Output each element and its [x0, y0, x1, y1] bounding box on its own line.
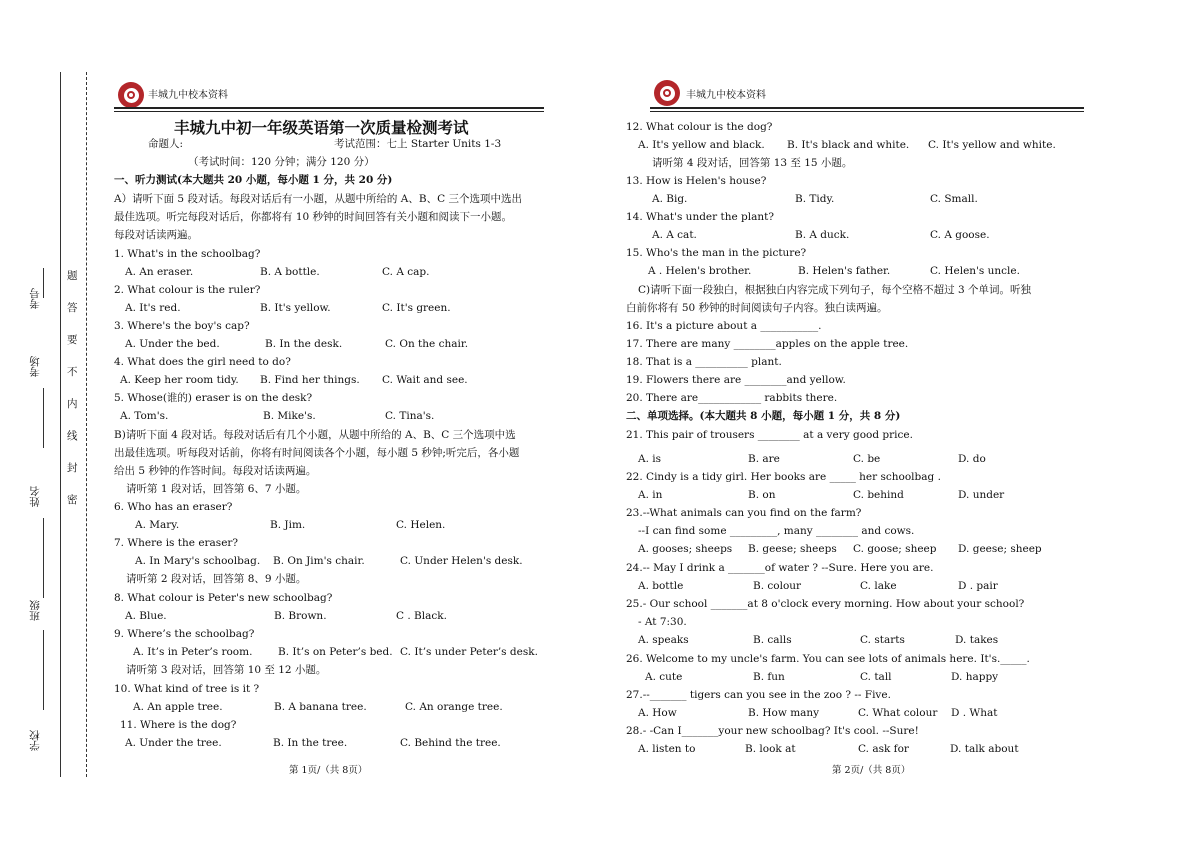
header-rule-thin — [114, 111, 544, 112]
option: D. happy — [951, 671, 999, 683]
question-13: 13. How is Helen's house? — [626, 175, 767, 187]
exam-scope: 考试范围：七上 Starter Units 1-3 — [334, 138, 502, 150]
part-a-intro: 每段对话读两遍。 — [114, 229, 198, 241]
option: B. Jim. — [270, 519, 306, 531]
option: C. behind — [853, 489, 904, 501]
option: C. It's yellow and white. — [928, 139, 1056, 151]
question-10: 10. What kind of tree is it ? — [114, 683, 260, 695]
binding-line-inner — [86, 72, 87, 777]
class-label: 班级 — [29, 600, 41, 621]
option: D . pair — [958, 580, 998, 592]
seal-char: 密 — [67, 494, 78, 506]
option: C. An orange tree. — [405, 701, 503, 713]
school-tag: 丰城九中校本资料 — [686, 90, 766, 101]
question-1: 1. What's in the schoolbag? — [114, 248, 261, 260]
question-26: 26. Welcome to my uncle's farm. You can see lots of animals here. It's._____. — [626, 653, 1030, 665]
option: C. It’s under Peter’s desk. — [400, 646, 538, 658]
header-rule-thin — [650, 111, 1084, 112]
option: A. Tom's. — [120, 410, 169, 422]
school-logo-icon — [654, 80, 680, 106]
dialogue-instruction: 请听第 1 段对话，回答第 6、7 小题。 — [126, 483, 307, 495]
option: B. Brown. — [274, 610, 327, 622]
option: B. It’s on Peter’s bed. — [278, 646, 393, 658]
school-label: 学校 — [29, 730, 41, 751]
question-12: 12. What colour is the dog? — [626, 121, 773, 133]
option: C. Behind the tree. — [400, 737, 501, 749]
option: C. Wait and see. — [382, 374, 468, 386]
question-25: 25.- Our school _______at 8 o'clock every morning. How about your school? — [626, 598, 1025, 610]
option: B. geese; sheeps — [748, 543, 837, 555]
option: B. Mike's. — [263, 410, 316, 422]
option: B. In the tree. — [273, 737, 348, 749]
question-27: 27.--_______ tigers can you see in the zoo ? -- Five. — [626, 689, 891, 701]
option: A. bottle — [638, 580, 684, 592]
option: A. A cat. — [652, 229, 697, 241]
name-blank — [43, 518, 44, 598]
exam-room-label: 考场 — [29, 356, 41, 377]
option: B. A bottle. — [260, 266, 320, 278]
part-c-intro: 白前你将有 50 秒钟的时间阅读句子内容。独白读两遍。 — [626, 302, 888, 314]
option: A. An apple tree. — [133, 701, 223, 713]
option: D. geese; sheep — [958, 543, 1042, 555]
option: C. lake — [860, 580, 897, 592]
option: A . Helen's brother. — [648, 265, 752, 277]
part-b-intro: 给出 5 秒钟的作答时间。每段对话读两遍。 — [114, 465, 317, 477]
question-21: 21. This pair of trousers ________ at a very good price. — [626, 429, 913, 441]
option: B. In the desk. — [265, 338, 343, 350]
option: C. Helen. — [396, 519, 446, 531]
page-1-footer: 第 1页/（共 8页） — [289, 765, 368, 776]
option: A. listen to — [638, 743, 696, 755]
option: B. A duck. — [795, 229, 850, 241]
option: C. It's green. — [382, 302, 451, 314]
question-23-reply: --I can find some _________, many ________ and cows. — [638, 525, 915, 537]
option: A. Under the tree. — [125, 737, 222, 749]
question-11: 11. Where is the dog? — [120, 719, 237, 731]
question-18: 18. That is a __________ plant. — [626, 356, 782, 368]
question-5: 5. Whose(谁的) eraser is on the desk? — [114, 392, 313, 404]
question-7: 7. Where is the eraser? — [114, 537, 239, 549]
setter-label: 命题人: — [148, 138, 184, 150]
question-22: 22. Cindy is a tidy girl. Her books are _____ her schoolbag . — [626, 471, 941, 483]
exam-no-label: 考号 — [29, 288, 41, 309]
option: B. Helen's father. — [798, 265, 891, 277]
option: C. Small. — [930, 193, 978, 205]
part-b-intro: 出最佳选项。听每段对话前，你将有时间阅读各个小题，每小题 5 秒钟;听完后，各小题 — [114, 447, 520, 459]
option: A. Blue. — [125, 610, 167, 622]
question-15: 15. Who's the man in the picture? — [626, 247, 807, 259]
option: C. ask for — [858, 743, 909, 755]
option: C . Black. — [396, 610, 447, 622]
question-20: 20. There are____________ rabbits there. — [626, 392, 838, 404]
option: A. How — [638, 707, 677, 719]
option: C. be — [853, 453, 881, 465]
seal-char: 不 — [67, 366, 78, 378]
option: D. takes — [955, 634, 999, 646]
part-c-intro: C)请听下面一段独白，根据独白内容完成下列句子，每个空格不超过 3 个单词。听独 — [638, 284, 1031, 296]
option: B. calls — [753, 634, 792, 646]
option: C. What colour — [858, 707, 938, 719]
option: B. It's yellow. — [260, 302, 331, 314]
option: C. tall — [860, 671, 892, 683]
option: A. cute — [645, 671, 683, 683]
option: B. on — [748, 489, 776, 501]
option: B. Tidy. — [795, 193, 835, 205]
option: D. under — [958, 489, 1005, 501]
seal-char: 线 — [67, 430, 78, 442]
option: A. It's yellow and black. — [638, 139, 765, 151]
page-2-footer: 第 2页/（共 8页） — [832, 765, 911, 776]
option: A. in — [638, 489, 663, 501]
question-17: 17. There are many ________apples on the apple tree. — [626, 338, 909, 350]
question-19: 19. Flowers there are ________and yellow. — [626, 374, 846, 386]
page-title: 丰城九中初一年级英语第一次质量检测考试 — [174, 118, 469, 137]
question-16: 16. It's a picture about a ___________. — [626, 320, 822, 332]
seal-char: 内 — [67, 398, 78, 410]
option: B. It's black and white. — [787, 139, 910, 151]
option: B. How many — [748, 707, 820, 719]
option: A. Mary. — [135, 519, 180, 531]
option: C. Tina's. — [385, 410, 435, 422]
question-8: 8. What colour is Peter's new schoolbag? — [114, 592, 333, 604]
option: A. is — [638, 453, 662, 465]
question-25-reply: - At 7:30. — [638, 616, 687, 628]
option: B. are — [748, 453, 780, 465]
class-blank — [43, 630, 44, 710]
question-4: 4. What does the girl need to do? — [114, 356, 291, 368]
part-b-intro: B)请听下面 4 段对话。每段对话后有几个小题，从题中所给的 A、B、C 三个选项中选 — [114, 429, 516, 441]
question-23: 23.--What animals can you find on the farm? — [626, 507, 862, 519]
seal-char: 答 — [67, 302, 78, 314]
question-2: 2. What colour is the ruler? — [114, 284, 261, 296]
dialogue-instruction: 请听第 3 段对话，回答第 10 至 12 小题。 — [126, 664, 327, 676]
option: A. Keep her room tidy. — [120, 374, 239, 386]
option: A. speaks — [638, 634, 689, 646]
dialogue-instruction: 请听第 2 段对话，回答第 8、9 小题。 — [126, 573, 307, 585]
option: A. Under the bed. — [125, 338, 220, 350]
question-24: 24.-- May I drink a _______of water ? --Sure. Here you are. — [626, 562, 934, 574]
option: D . What — [951, 707, 998, 719]
option: C. starts — [860, 634, 905, 646]
option: B. On Jim's chair. — [273, 555, 365, 567]
option: A. Big. — [652, 193, 688, 205]
part-a-intro: 最佳选项。听完每段对话后，你都将有 10 秒钟的时间回答有关小题和阅读下一小题。 — [114, 211, 513, 223]
option: D. talk about — [950, 743, 1019, 755]
option: C. Helen's uncle. — [930, 265, 1020, 277]
question-9: 9. Where’s the schoolbag? — [114, 628, 255, 640]
seal-char: 题 — [67, 270, 78, 282]
question-28: 28.- -Can I_______your new schoolbag? It's cool. --Sure! — [626, 725, 919, 737]
option: A. It's red. — [125, 302, 181, 314]
option: C. Under Helen's desk. — [400, 555, 523, 567]
school-logo-icon — [118, 82, 144, 108]
exam-room-blank — [43, 388, 44, 448]
section-1-heading: 一、听力测试(本大题共 20 小题，每小题 1 分，共 20 分) — [114, 174, 393, 186]
option: B. colour — [753, 580, 802, 592]
question-3: 3. Where's the boy's cap? — [114, 320, 250, 332]
option: B. look at — [745, 743, 796, 755]
option: C. goose; sheep — [853, 543, 937, 555]
header-rule — [114, 107, 544, 109]
option: B. Find her things. — [260, 374, 360, 386]
dialogue-instruction: 请听第 4 段对话，回答第 13 至 15 小题。 — [652, 157, 853, 169]
option: B. A banana tree. — [274, 701, 367, 713]
option: D. do — [958, 453, 986, 465]
option: C. A goose. — [930, 229, 990, 241]
header-rule — [650, 107, 1084, 109]
name-label: 姓名 — [29, 486, 41, 507]
option: B. fun — [753, 671, 785, 683]
question-6: 6. Who has an eraser? — [114, 501, 233, 513]
binding-line-outer — [60, 72, 61, 777]
section-2-heading: 二、单项选择。(本大题共 8 小题，每小题 1 分，共 8 分) — [626, 410, 901, 422]
option: C. A cap. — [382, 266, 430, 278]
question-14: 14. What's under the plant? — [626, 211, 774, 223]
exam-no-blank — [43, 268, 44, 298]
school-tag: 丰城九中校本资料 — [148, 90, 228, 101]
option: A. In Mary's schoolbag. — [135, 555, 261, 567]
exam-time-score: （考试时间：120 分钟；满分 120 分） — [188, 156, 375, 168]
part-a-intro: A）请听下面 5 段对话。每段对话后有一小题，从题中所给的 A、B、C 三个选项中选出 — [114, 193, 522, 205]
option: C. On the chair. — [385, 338, 469, 350]
option: A. An eraser. — [125, 266, 194, 278]
seal-char: 要 — [67, 334, 78, 346]
seal-char: 封 — [67, 462, 78, 474]
option: A. It’s in Peter’s room. — [133, 646, 253, 658]
option: A. gooses; sheeps — [638, 543, 733, 555]
